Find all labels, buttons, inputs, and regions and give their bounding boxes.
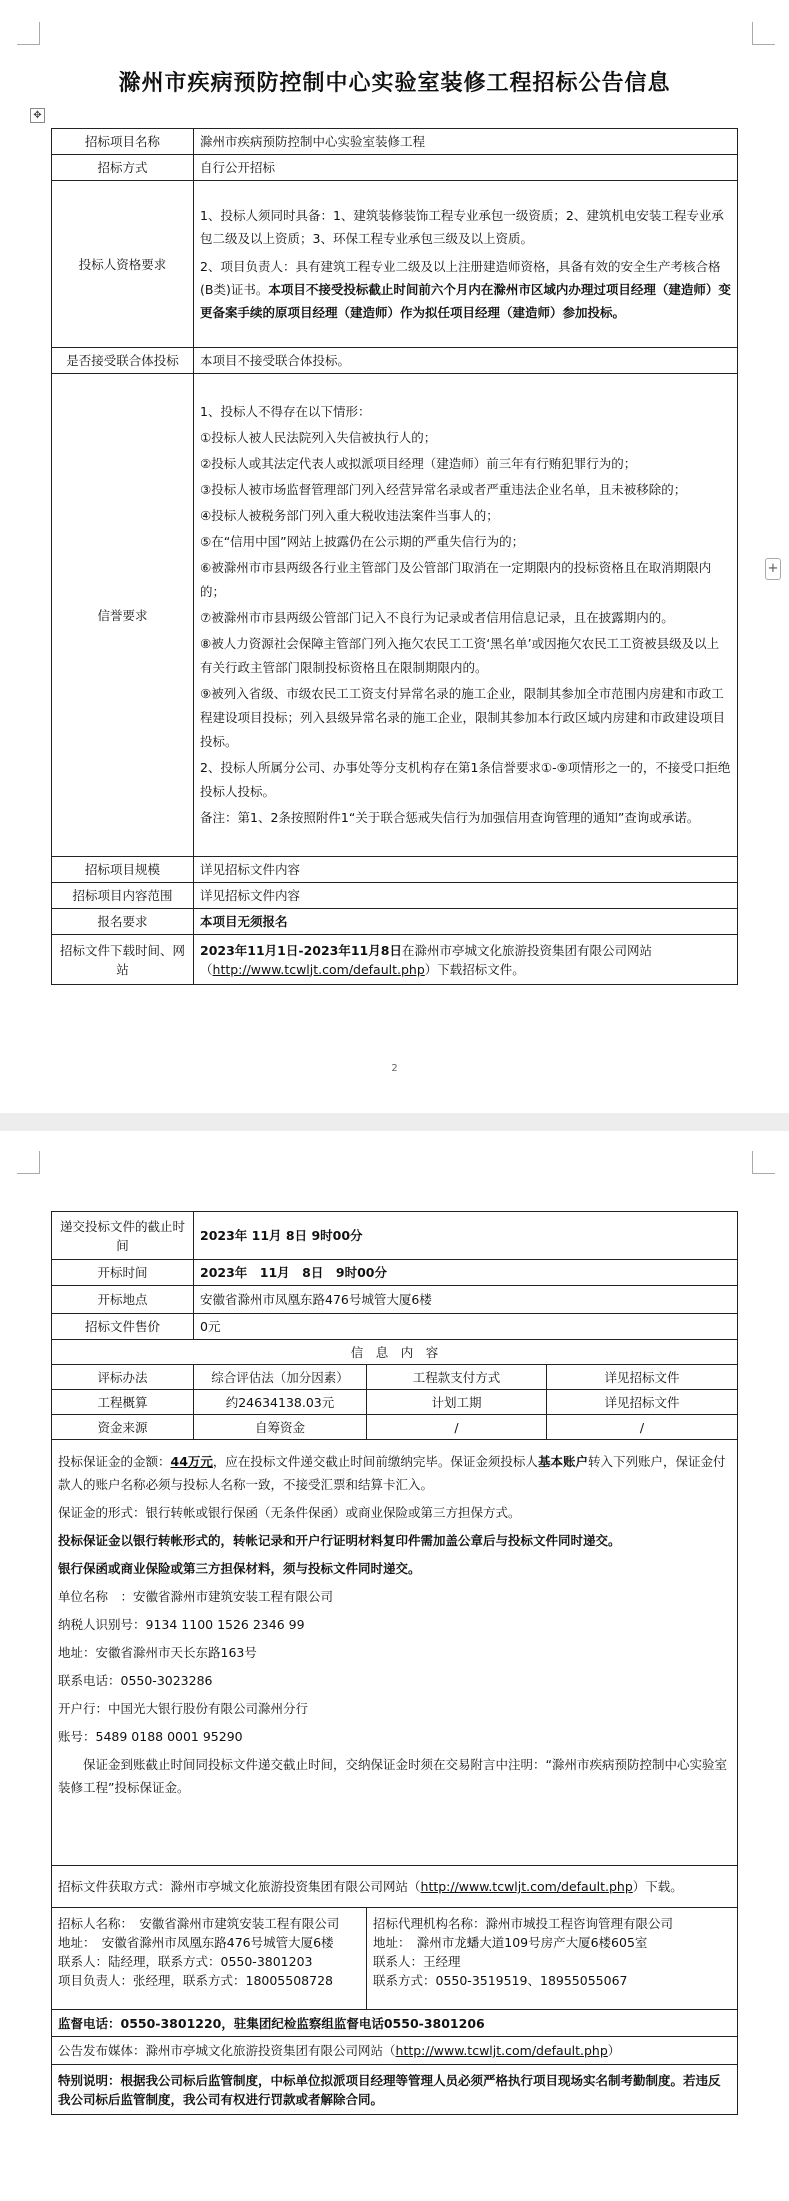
credit-line: ④投标人被税务部门列入重大税收违法案件当事人的； [200,508,499,523]
guarantee-amount: 44万元 [170,1454,213,1469]
guarantee-form: 保证金的形式：银行转帐或银行保函（无条件保函）或商业保险或第三方担保方式。 [58,1505,521,1520]
guarantee-amount-line [58,1450,731,1496]
contact-line: 招标人名称： 安徽省滁州市建筑安装工程有限公司 [58,1916,340,1931]
document-page-2 [0,1131,789,2201]
cell-payment-label: 工程款支付方式 [367,1365,547,1390]
document-title: 滁州市疾病预防控制中心实验室装修工程招标公告信息 [118,70,671,96]
media-text: 公告发布媒体：滁州市亭城文化旅游投资集团有限公司网站（ [58,2043,396,2058]
cell-budget-label: 工程概算 [52,1390,194,1415]
credit-line: 1、投标人不得存在以下情形： [200,404,371,419]
account-number: 账号：5489 0188 0001 95290 [58,1729,243,1744]
credit-line: 备注：第1、2条按照附件1“关于联合惩戒失信行为加强信用查询管理的通知”查询或承诺。 [200,810,700,825]
label-download: 招标文件下载时间、网站 [52,935,194,985]
label-open-place: 开标地点 [52,1286,194,1314]
cell-empty: / [367,1415,547,1440]
table-row [52,1340,738,1365]
label-open-time: 开标时间 [52,1260,194,1286]
guarantee-letter-note: 银行保函或商业保险或第三方担保材料，须与投标文件同时递交。 [58,1561,421,1576]
label-joint-bid: 是否接受联合体投标 [52,348,194,374]
account-unit: 单位名称 ：安徽省滁州市建筑安装工程有限公司 [58,1589,334,1604]
value-scope: 详见招标文件内容 [194,883,738,909]
value-credit [194,374,738,857]
media-link[interactable]: http://www.tcwljt.com/default.php [395,2043,608,2058]
media-tail: ） [607,2043,621,2058]
page-corner-mark [17,22,40,45]
account-tax-id: 纳税人识别号：9134 1100 1526 2346 99 [58,1617,305,1632]
obtain-tail: ）下载。 [632,1879,683,1894]
value-register: 本项目无须报名 [194,909,738,935]
page-corner-mark [752,22,775,45]
page-number: 2 [391,1063,398,1074]
credit-line: ⑤在“信用中国”网站上披露仍在公示期的严重失信行为的； [200,534,525,549]
contact-line: 地址： 安徽省滁州市凤凰东路476号城管大厦6楼 [58,1935,334,1950]
table-row [52,2065,738,2115]
table-row [52,181,738,348]
account-phone: 联系电话：0550-3023286 [58,1673,213,1688]
credit-line: ⑥被滁州市市县两级各行业主管部门及公管部门取消在一定期限内的投标资格且在取消期限内的； [200,560,712,599]
special-note: 特别说明：根据我公司标后监管制度，中标单位拟派项目经理等管理人员必须严格执行项目现场实名制考勤制度。若违反我公司标后监管制度，我公司有权进行罚款或者解除合同。 [52,2065,738,2115]
cell-period-label: 计划工期 [367,1390,547,1415]
value-bid-method: 自行公开招标 [194,155,738,181]
label-credit: 信誉要求 [52,374,194,857]
table-row [52,348,738,374]
page-corner-mark [17,1151,40,1174]
guarantee-section [52,1440,738,1866]
info-section-header: 信 息 内 容 [52,1340,738,1365]
table-row [52,1415,738,1440]
credit-line: ⑧被人力资源社会保障主管部门列入拖欠农民工工资‘黑名单’或因拖欠农民工工资被县级及以上有关行政主管部门限制投标资格且在限制期限内的。 [200,636,720,675]
label-deadline: 递交投标文件的截止时间 [52,1212,194,1260]
table-row [52,1314,738,1340]
table-row [52,2010,738,2037]
table-move-handle-icon[interactable]: ✥ [30,108,45,123]
tender-info-table [51,128,738,985]
table-row [52,374,738,857]
credit-line: 2、投标人所属分公司、办事处等分支机构存在第1条信誉要求①-⑨项情形之一的，不接受口拒绝投标人投标。 [200,760,731,799]
credit-line: ②投标人或其法定代表人或拟派项目经理（建造师）前三年有行贿犯罪行为的； [200,456,637,471]
cell-fund-value: 自筹资金 [194,1415,367,1440]
tenderer-contact [52,1908,367,2010]
credit-line: ⑦被滁州市市县两级公管部门记入不良行为记录或者信用信息记录，且在披露期内的。 [200,610,674,625]
table-row [52,1908,738,2010]
table-row [52,1286,738,1314]
table-row [52,1260,738,1286]
contact-line: 招标代理机构名称：滁州市城投工程咨询管理有限公司 [373,1916,674,1931]
guarantee-text: 转入下列账户，保证金付款人的账户名称必须与投标人名称一致，不接受汇票和结算卡汇入。 [58,1454,726,1492]
value-price: 0元 [194,1314,738,1340]
credit-line: ③投标人被市场监督管理部门列入经营异常名录或者严重违法企业名单，且未被移除的； [200,482,687,497]
value-scale: 详见招标文件内容 [194,857,738,883]
value-open-place: 安徽省滁州市凤凰东路476号城管大厦6楼 [194,1286,738,1314]
obtain-link[interactable]: http://www.tcwljt.com/default.php [420,1879,633,1894]
qualification-line-2 [200,255,731,324]
cell-payment-value: 详见招标文件 [547,1365,738,1390]
contact-line: 联系人：王经理 [373,1954,461,1969]
supervision-phone: 监督电话：0550-3801220，驻集团纪检监察组监督电话0550-3801206 [52,2010,738,2037]
label-project-name: 招标项目名称 [52,129,194,155]
value-qualification [194,181,738,348]
cell-fund-label: 资金来源 [52,1415,194,1440]
table-row [52,1365,738,1390]
guarantee-deadline-note: 保证金到账截止时间同投标文件递交截止时间，交纳保证金时须在交易附言中注明：“滁州市疾病预防控制中心实验室装修工程”投标保证金。 [58,1757,727,1795]
download-text: 在滁州市亭城文化旅游投资集团有限公司网站（ [200,942,652,977]
guarantee-text: ，应在投标文件递交截止时间前缴纳完毕。保证金须投标人 [212,1454,538,1469]
credit-line: ⑨被列入省级、市级农民工工资支付异常名录的施工企业，限制其参加全市范围内房建和市政工程建设项目投标；列入县级异常名录的施工企业，限制其参加本行政区域内房建和市政建设项目投标。 [200,686,726,749]
download-period: 2023年11月1日-2023年11月8日 [200,942,402,958]
table-row [52,1212,738,1260]
obtain-text: 招标文件获取方式：滁州市亭城文化旅游投资集团有限公司网站（ [58,1879,421,1894]
page-corner-mark [752,1151,775,1174]
qualification-line-2-bold: 本项目不接受投标截止时间前六个月内在滁州市区域内办理过项目经理（建造师）变更备案手续的原项目经理（建造师）作为拟任项目经理（建造师）参加投标。 [200,282,731,320]
value-download [194,935,738,985]
value-open-time: 2023年 11月 8日 9时00分 [194,1260,738,1286]
table-row [52,1390,738,1415]
value-deadline: 2023年 11月 8日 9时00分 [194,1212,738,1260]
table-row [52,883,738,909]
obtain-method [52,1866,738,1908]
label-register: 报名要求 [52,909,194,935]
table-row [52,1866,738,1908]
table-row [52,935,738,985]
add-column-icon[interactable]: + [765,558,781,580]
label-scale: 招标项目规模 [52,857,194,883]
download-tail: ）下载招标文件。 [424,961,525,977]
table-row [52,909,738,935]
table-row [52,1440,738,1866]
cell-empty: / [547,1415,738,1440]
value-joint-bid: 本项目不接受联合体投标。 [194,348,738,374]
contact-line: 项目负责人：张经理，联系方式：18005508728 [58,1973,333,1988]
download-link[interactable]: http://www.tcwljt.com/default.php [212,961,425,977]
label-scope: 招标项目内容范围 [52,883,194,909]
agency-contact [367,1908,738,2010]
table-row [52,2037,738,2065]
qualification-line-1: 1、投标人须同时具备：1、建筑装修装饰工程专业承包一级资质；2、建筑机电安装工程专业承包二级及以上资质；3、环保工程专业承包三级及以上资质。 [200,208,724,246]
account-address: 地址：安徽省滁州市天长东路163号 [58,1645,257,1660]
qualification-line-2-text: 2、项目负责人：具有建筑工程专业二级及以上注册建造师资格，具备有效的安全生产考核合格(B类)证书。 [200,259,721,297]
tender-detail-table [51,1211,738,2115]
guarantee-transfer-note: 投标保证金以银行转帐形式的，转帐记录和开户行证明材料复印件需加盖公章后与投标文件同时递交。 [58,1533,621,1548]
table-row [52,155,738,181]
guarantee-basic-account: 基本账户 [537,1454,588,1469]
value-project-name: 滁州市疾病预防控制中心实验室装修工程 [194,129,738,155]
table-row [52,129,738,155]
cell-period-value: 详见招标文件 [547,1390,738,1415]
cell-budget-value: 约24634138.03元 [194,1390,367,1415]
table-row [52,857,738,883]
label-bid-method: 招标方式 [52,155,194,181]
label-price: 招标文件售价 [52,1314,194,1340]
publish-media [52,2037,738,2065]
contact-line: 联系方式：0550-3519519、18955055067 [373,1973,628,1988]
contact-line: 地址： 滁州市龙蟠大道109号房产大厦6楼605室 [373,1935,648,1950]
guarantee-amount-label: 投标保证金的金额： [58,1454,171,1469]
cell-eval-value: 综合评估法（加分因素） [194,1365,367,1390]
contact-line: 联系人：陆经理，联系方式：0550-3801203 [58,1954,313,1969]
account-bank: 开户行：中国光大银行股份有限公司滁州分行 [58,1701,309,1716]
credit-line: ①投标人被人民法院列入失信被执行人的； [200,430,437,445]
cell-eval-label: 评标办法 [52,1365,194,1390]
label-qualification: 投标人资格要求 [52,181,194,348]
